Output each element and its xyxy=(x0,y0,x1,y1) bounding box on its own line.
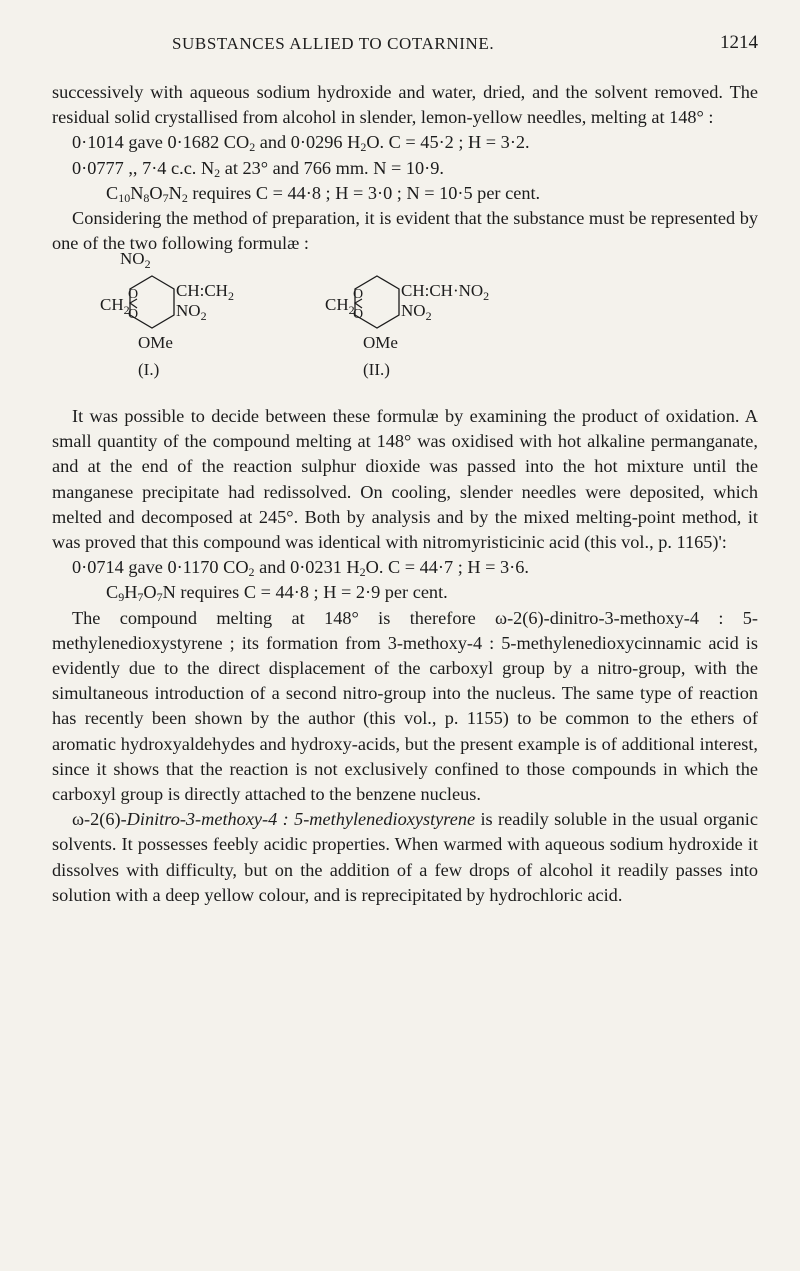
analysis-1-line-3: $C_{10}N_8O_7N_2$ requires C = 44·8 ; H = 3·0 ; N = 10·5 per cent. xyxy=(106,182,541,205)
page-header xyxy=(52,26,758,56)
formula-2-no2-ring: $NO_2$ xyxy=(401,301,432,323)
upper-text-block xyxy=(52,80,758,256)
formula-1-label: (I.) xyxy=(138,360,160,379)
page-number: 1214 xyxy=(720,32,758,53)
intro-paragraph: successively with aqueous sodium hydroxide and water, dried, and the solvent removed. The residual solid crystallised from alcohol in slender, lemon-yellow needles, melting at 148° : xyxy=(52,82,758,128)
formulae-svg xyxy=(100,242,520,392)
oxidation-paragraph: It was possible to decide between these formulæ by examining the product of oxidation. A small quantity of the compound melting at 148° was oxidised with hot alkaline permanganate, and at the end of the reaction sulphur dioxide was passed into the hot mixture until the manganese precipitate had redissolved. On cooling, slender needles were deposited, which melted and decomposed at 245°. Both by analysis and by the mixed melting-point method, it was proved that this compound was identical with nitromyristicinic acid (this vol., p. 1165)': xyxy=(52,406,758,553)
formula-2-o-lower: O xyxy=(353,307,364,322)
formula-1-side-chain: $CH:CH_2$ xyxy=(176,281,234,303)
considering-paragraph: Considering the method of preparation, it is evident that the substance must be represented by one of the two following formulæ : xyxy=(52,208,758,254)
analysis-1-line-2: 0·0777 ,, 7·4 c.c. $N_2$ at 23° and 766 mm. N = 10·9. xyxy=(72,157,444,180)
formula-1 xyxy=(100,249,234,379)
structural-formulae xyxy=(100,242,520,392)
compound-name: Dinitro-3-methoxy-4 : 5-methylenedioxystyrene xyxy=(126,809,476,830)
formula-2-o-upper: O xyxy=(353,287,364,302)
formula-2-ome: OMe xyxy=(363,333,398,352)
formula-2-label: (II.) xyxy=(363,360,390,379)
analysis-1-line-1: 0·1014 gave 0·1682 $CO_2$ and 0·0296 $H_2O$. C = 45·2 ; H = 3·2. xyxy=(72,132,530,155)
formula-1-no2-ring: $NO_2$ xyxy=(176,301,207,323)
formula-1-no2-top: $NO_2$ xyxy=(120,249,151,271)
running-title: SUBSTANCES ALLIED TO COTARNINE. xyxy=(172,34,495,53)
formula-2 xyxy=(325,276,489,379)
formula-2-side-chain: $CH:CH\cdot NO_2$ xyxy=(401,281,490,303)
lower-text-block xyxy=(52,404,758,908)
analysis-2-line-2: $C_9H_7O_7N$ requires C = 44·8 ; H = 2·9 per cent. xyxy=(106,582,448,605)
formula-1-o-lower: O xyxy=(128,307,139,322)
formula-2-ch2: $CH_2$ xyxy=(325,295,355,317)
conclusion-paragraph: The compound melting at 148° is therefore ω-2(6)-dinitro-3-methoxy-4 : 5-methylenedioxystyrene ; its formation from 3-methoxy-4 : 5-methylenedioxycinnamic acid is evidently due to the direct displacement of the carboxyl group by a nitro-group, with the simultaneous introduction of a second nitro-group into the nucleus. The same type of reaction has recently been shown by the author (this vol., p. 1155) to be common to the ethers of aromatic hydroxyaldehydes and hydroxy-acids, but the present example is of additional interest, since it shows that the reaction is not exclusively confined to those compounds in which the carboxyl group is directly attached to the benzene nucleus. xyxy=(52,607,758,805)
final-paragraph: ω-2(6)-Dinitro-3-methoxy-4 : 5-methylenedioxystyrene is readily soluble in the usual organic solvents. It possesses feebly acidic properties. When warmed with aqueous sodium hydroxide it dissolves with difficulty, but on the addition of a few drops of alcohol it readily passes into solution with a deep yellow colour, and is reprecipitated by hydrochloric acid. xyxy=(52,809,758,905)
formula-1-ome: OMe xyxy=(138,333,173,352)
analysis-2-line-1: 0·0714 gave 0·1170 $CO_2$ and 0·0231 $H_2O$. C = 44·7 ; H = 3·6. xyxy=(72,557,529,580)
formula-1-ch2: $CH_2$ xyxy=(100,295,130,317)
formula-1-o-upper: O xyxy=(128,287,139,302)
